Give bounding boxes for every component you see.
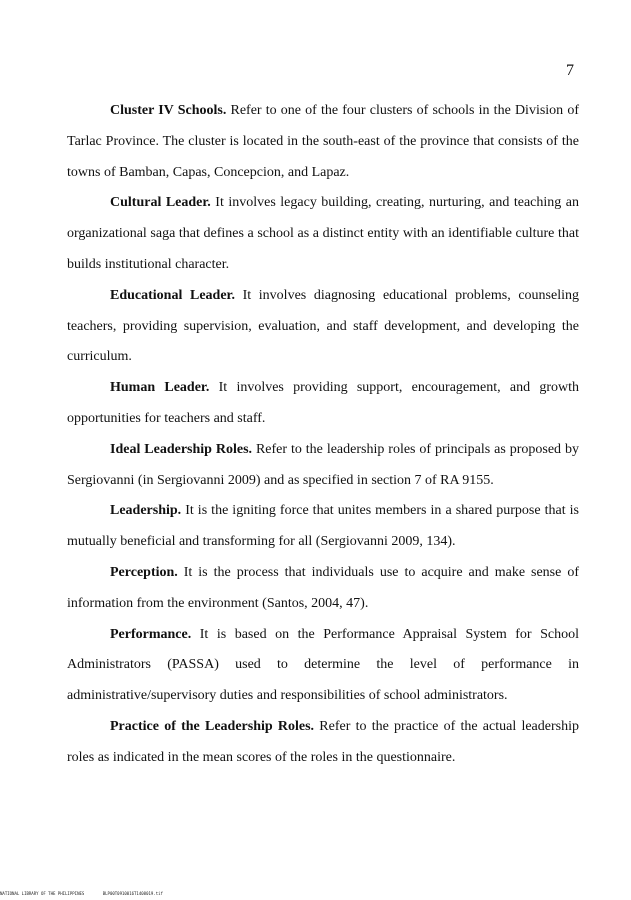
definition-term: Human Leader. — [110, 380, 210, 396]
definition-text: It is based on the Performance Appraisal System for School Administrators (PASSA) used to determine the level of performance in administrative/supervisory duties and responsibilities of school administrators. — [67, 626, 579, 704]
definition-text: Refer to the leadership roles of principals as proposed by Sergiovanni (in Sergiovanni 2009) and as specified in section 7 of RA 9155. — [67, 441, 579, 488]
definition-text: It is the process that individuals use to acquire and make sense of information from the environment (Santos, 2004, 47). — [67, 564, 579, 611]
definition-term: Performance. — [110, 626, 192, 642]
definition-term: Leadership. — [110, 503, 182, 519]
definition-term: Cultural Leader. — [110, 195, 211, 211]
footer-source: NATIONAL LIBRARY OF THE PHILIPPINES — [0, 891, 85, 896]
definition-perception — [67, 558, 579, 620]
definition-term: Cluster IV Schools. — [110, 103, 227, 118]
definition-term: Ideal Leadership Roles. — [110, 441, 253, 457]
definition-text: It involves diagnosing educational problems, counseling teachers, providing supervision, evaluation, and staff development, and developing the curriculum. — [67, 287, 579, 365]
definition-cluster-iv-schools — [67, 96, 579, 188]
definition-term: Practice of the Leadership Roles. — [110, 718, 315, 734]
definition-educational-leader — [67, 281, 579, 373]
definition-text: It is the igniting force that unites members in a shared purpose that is mutually beneficial and transforming for all (Sergiovanni 2009, 134). — [67, 503, 579, 550]
page-number: 7 — [566, 62, 574, 79]
definition-ideal-leadership-roles — [67, 435, 579, 497]
definition-text: It involves providing support, encouragement, and growth opportunities for teachers and staff. — [67, 380, 580, 426]
definition-text: Refer to one of the four clusters of schools in the Division of Tarlac Province. The cluster is located in the south-east of the province that consists of the towns of Bamban, Capas, Concepcion, and Lapaz. — [67, 103, 579, 180]
definition-cultural-leader — [67, 188, 579, 280]
definition-practice-of-leadership-roles — [67, 712, 579, 774]
definition-term: Perception. — [110, 564, 178, 580]
definition-performance — [67, 620, 579, 712]
footer-file-id: BLP00T0910016T1408019.tif — [102, 891, 163, 896]
definition-text: It involves legacy building, creating, nurturing, and teaching an organizational saga that defines a school as a distinct entity with an identifiable culture that builds institutional character. — [67, 195, 579, 272]
definition-leadership — [67, 496, 579, 558]
definition-human-leader — [67, 373, 579, 435]
definitions-body — [67, 96, 579, 774]
definition-term: Educational Leader. — [110, 287, 235, 303]
definition-text: Refer to the practice of the actual leadership roles as indicated in the mean scores of the roles in the questionnaire. — [67, 718, 579, 765]
scan-footer — [0, 891, 163, 896]
